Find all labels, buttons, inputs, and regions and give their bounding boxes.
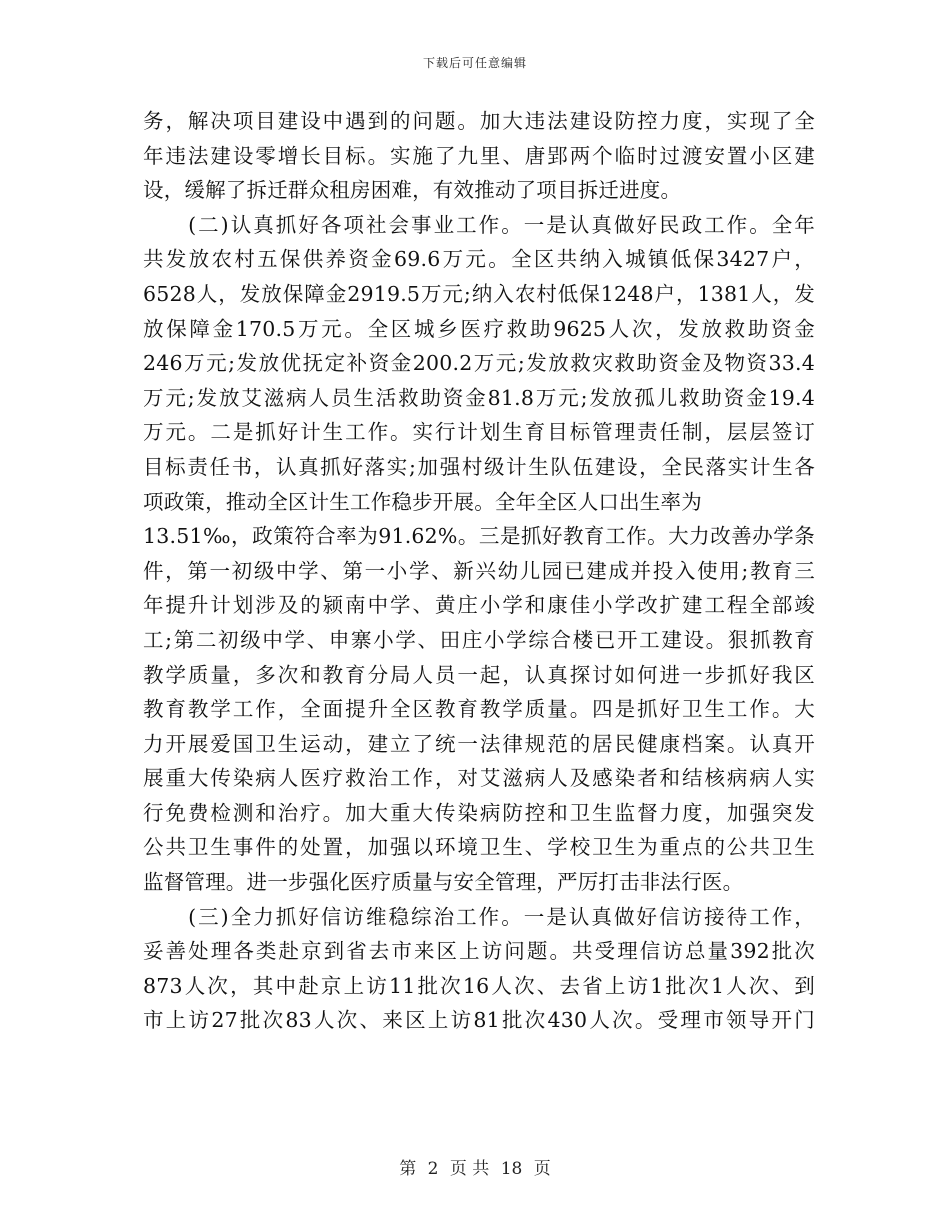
text-line: (三)全力抓好信访维稳综治工作。一是认真做好信访接待工作， — [143, 904, 815, 929]
text-line: 年提升计划涉及的颍南中学、黄庄小学和康佳小学改扩建工程全部竣 — [143, 593, 815, 618]
text-line: 放保障金170.5万元。全区城乡医疗救助9625人次，发放救助资金 — [143, 316, 815, 341]
text-line: 监督管理。进一步强化医疗质量与安全管理，严厉打击非法行医。 — [143, 870, 744, 895]
page-header: 下载后可任意编辑 — [422, 56, 527, 70]
footer-prefix: 第 — [399, 1159, 417, 1179]
text-line: 妥善处理各类赴京到省去市来区上访问题。共受理信访总量392批次 — [143, 939, 815, 964]
footer-total-pages: 18 — [500, 1159, 523, 1179]
text-line: (二)认真抓好各项社会事业工作。一是认真做好民政工作。全年 — [143, 212, 815, 237]
text-line: 万元。二是抓好计生工作。实行计划生育目标管理责任制，层层签订 — [143, 420, 815, 445]
text-line: 力开展爱国卫生运动，建立了统一法律规范的居民健康档案。认真开 — [143, 731, 815, 756]
text-line: 设，缓解了拆迁群众租房困难，有效推动了项目拆迁进度。 — [143, 178, 682, 203]
text-line: 教育教学工作，全面提升全区教育教学质量。四是抓好卫生工作。大 — [143, 697, 815, 722]
text-line: 共发放农村五保供养资金69.6万元。全区共纳入城镇低保3427户， — [143, 247, 815, 272]
text-line: 展重大传染病人医疗救治工作，对艾滋病人及感染者和结核病病人实 — [143, 766, 815, 791]
text-line: 市上访27批次83人次、来区上访81批次430人次。受理市领导开门 — [143, 1008, 815, 1033]
text-line: 246万元;发放优抚定补资金200.2万元;发放救灾救助资金及物资33.4 — [143, 351, 815, 376]
text-line: 年违法建设零增长目标。实施了九里、唐郢两个临时过渡安置小区建 — [143, 143, 815, 168]
text-line: 万元;发放艾滋病人员生活救助资金81.8万元;发放孤儿救助资金19.4 — [143, 385, 815, 410]
footer-suffix: 页 — [533, 1159, 551, 1179]
text-line: 教学质量，多次和教育分局人员一起，认真探讨如何进一步抓好我区 — [143, 662, 815, 687]
text-line: 公共卫生事件的处置，加强以环境卫生、学校卫生为重点的公共卫生 — [143, 835, 815, 860]
footer-middle: 页 共 — [449, 1159, 490, 1179]
text-line: 目标责任书，认真抓好落实;加强村级计生队伍建设，全民落实计生各 — [143, 454, 815, 479]
footer-page-number: 2 — [427, 1159, 439, 1179]
body-text — [143, 104, 815, 1038]
text-line: 项政策，推动全区计生工作稳步开展。全年全区人口出生率为 — [143, 489, 702, 514]
text-line: 务，解决项目建设中遇到的问题。加大违法建设防控力度，实现了全 — [143, 109, 815, 133]
text-line: 873人次，其中赴京上访11批次16人次、去省上访1批次1人次、到 — [143, 973, 815, 998]
text-line: 行免费检测和治疗。加大重大传染病防控和卫生监督力度，加强突发 — [143, 800, 815, 825]
text-line: 工;第二初级中学、申寨小学、田庄小学综合楼已开工建设。狠抓教育 — [143, 627, 815, 652]
text-line: 13.51‰，政策符合率为91.62%。三是抓好教育工作。大力改善办学条 — [143, 524, 815, 549]
text-line: 6528人，发放保障金2919.5万元;纳入农村低保1248户，1381人，发 — [143, 281, 815, 306]
page-footer — [0, 1154, 950, 1179]
text-line: 件，第一初级中学、第一小学、新兴幼儿园已建成并投入使用;教育三 — [143, 558, 815, 583]
